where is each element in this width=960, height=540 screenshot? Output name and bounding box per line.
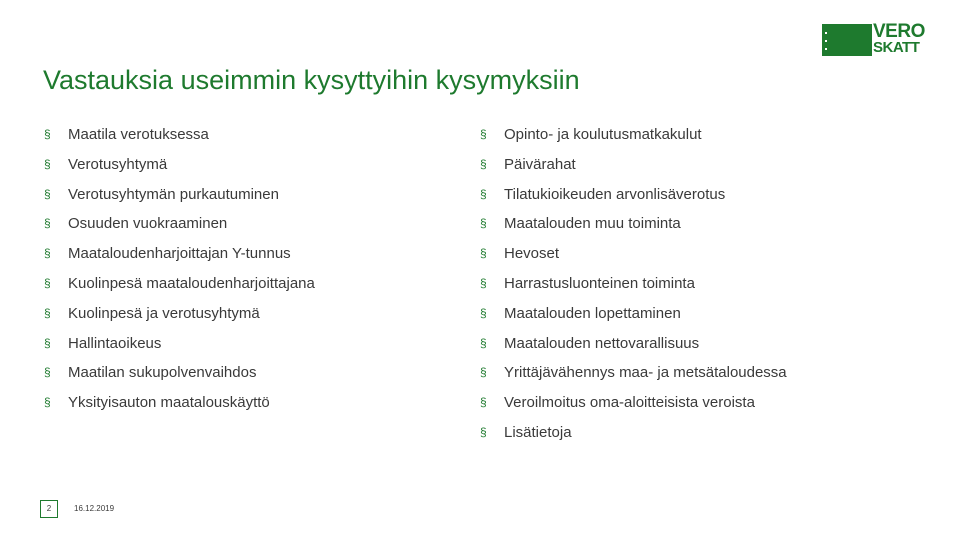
list-item-label: Maatalouden muu toiminta (504, 215, 681, 233)
list-item-label: Veroilmoitus oma-aloitteisista veroista (504, 394, 755, 412)
bullet-icon: § (480, 275, 487, 290)
list-item-label: Opinto- ja koulutusmatkakulut (504, 126, 702, 143)
bullet-icon: § (44, 216, 51, 231)
footer-date: 16.12.2019 (74, 504, 115, 513)
bullet-icon: § (480, 186, 487, 201)
list-item-label: Maatalouden lopettaminen (504, 304, 681, 322)
bullet-icon: § (44, 395, 51, 410)
list-item-label: Maatilan sukupolvenvaihdos (68, 364, 257, 382)
bullet-icon: § (480, 127, 487, 141)
list-item-label: Yksityisauton maatalouskäyttö (68, 394, 270, 412)
bullet-icon: § (44, 127, 51, 141)
bullet-icon: § (480, 335, 487, 350)
list-item-label: Lisätietoja (504, 423, 572, 441)
list-item-label: Harrastusluonteinen toiminta (504, 274, 695, 292)
bullet-icon: § (44, 275, 51, 290)
bullet-icon: § (480, 216, 487, 231)
bullet-icon: § (480, 246, 487, 261)
list-item-label: Kuolinpesä maataloudenharjoittajana (68, 274, 315, 292)
list-item-label: Tilatukioikeuden arvonlisäverotus (504, 185, 726, 203)
bullet-icon: § (480, 156, 487, 171)
slide-title: Vastauksia useimmin kysyttyihin kysymyksiin (43, 65, 580, 95)
logo-mark-icon (822, 24, 872, 56)
logo-text-vero: VERO (873, 21, 925, 42)
bullet-icon: § (44, 156, 51, 171)
bullet-icon: § (44, 335, 51, 350)
bullet-icon: § (480, 305, 487, 320)
list-item-label: Yrittäjävähennys maa- ja metsätaloudessa (504, 364, 787, 382)
bullet-icon: § (44, 246, 51, 261)
page-number: 2 (40, 500, 58, 518)
list-item-label: Maatila verotuksessa (68, 126, 209, 143)
bullet-icon: § (480, 395, 487, 410)
list-item-label: Kuolinpesä ja verotusyhtymä (68, 304, 260, 322)
bullet-icon: § (480, 365, 487, 380)
logo-text-skatt: SKATT (873, 39, 920, 56)
list-item-label: Verotusyhtymä (68, 155, 168, 173)
bullet-icon: § (44, 365, 51, 380)
bullet-icon: § (44, 305, 51, 320)
bullet-icon: § (480, 424, 487, 439)
list-item-label: Verotusyhtymän purkautuminen (68, 185, 279, 203)
list-item-label: Hallintaoikeus (68, 334, 162, 352)
list-item-label: Maatalouden nettovarallisuus (504, 334, 700, 352)
list-item-label: Hevoset (504, 245, 560, 263)
list-item-label: Päivärahat (504, 155, 576, 173)
list-item-label: Maataloudenharjoittajan Y-tunnus (68, 245, 291, 263)
bullet-icon: § (44, 186, 51, 201)
vero-skatt-logo (822, 21, 925, 56)
list-item-label: Osuuden vuokraaminen (68, 215, 228, 233)
